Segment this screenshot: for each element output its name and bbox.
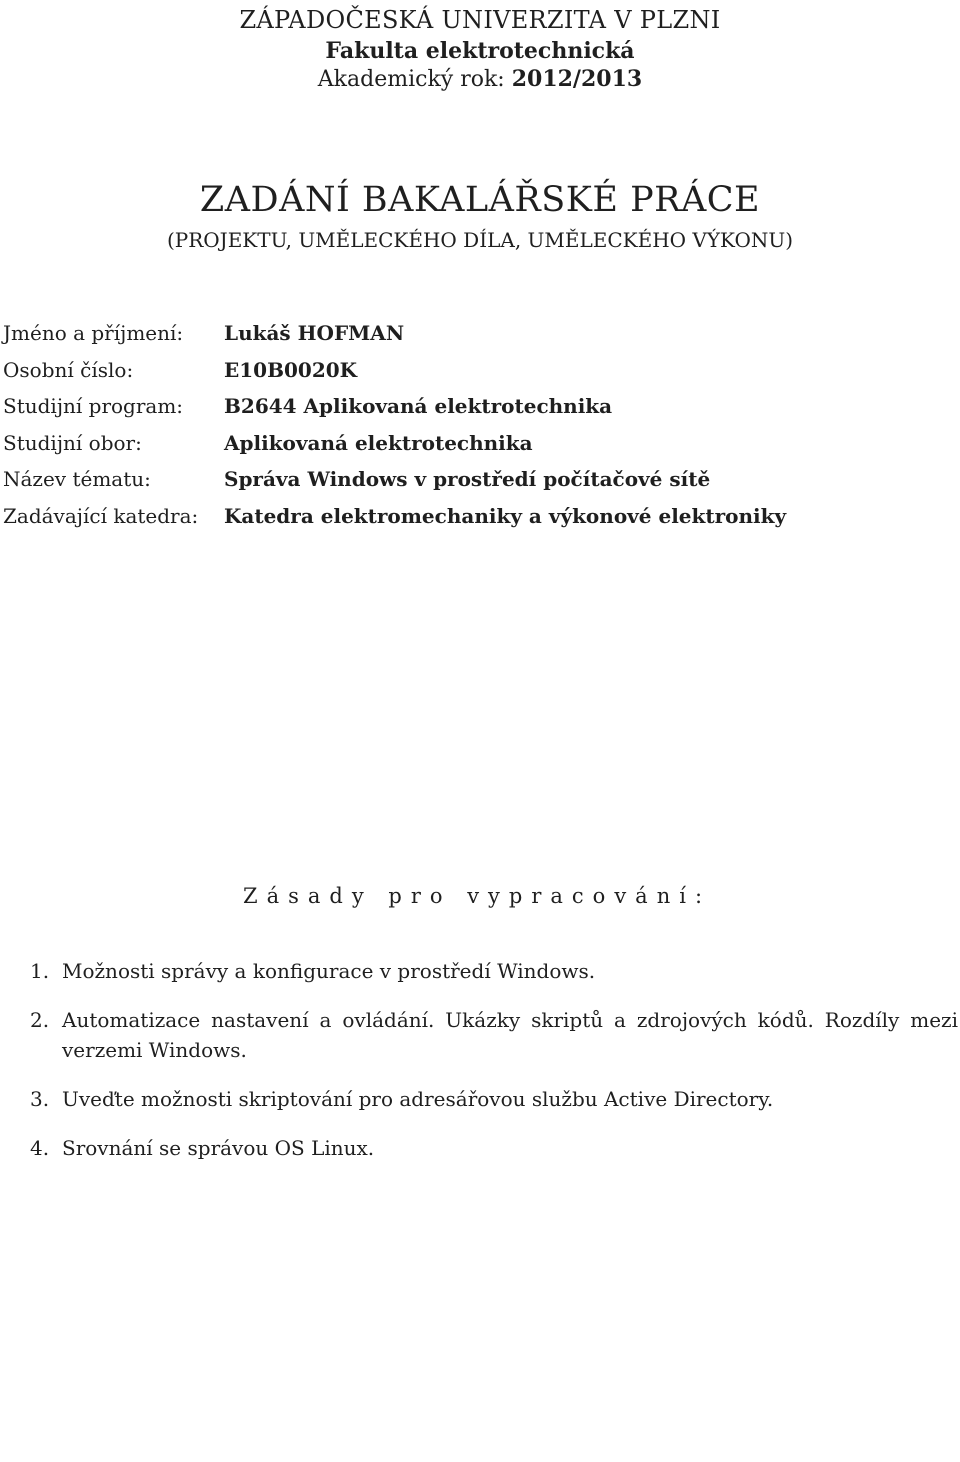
info-value: Správa Windows v prostředí počítačové sítě xyxy=(224,467,711,491)
academic-year-value: 2012/2013 xyxy=(511,66,643,92)
info-value: Aplikovaná elektrotechnika xyxy=(224,430,533,455)
info-value: B2644 Aplikovaná elektrotechnika xyxy=(224,394,613,418)
document-subtitle: (PROJEKTU, UMĚLECKÉHO DÍLA, UMĚLECKÉHO VÝKONU) xyxy=(166,228,794,252)
list-item-text: Automatizace nastavení a ovládání. Ukázky skriptů a zdrojových kódů. Rozdíly mezi verzemi Windows. xyxy=(62,1008,958,1062)
list-item-text: Možnosti správy a konfigurace v prostředí Windows. xyxy=(62,959,596,983)
info-label: Studijní program: xyxy=(3,394,184,418)
info-label: Název tématu: xyxy=(3,467,151,491)
list-item xyxy=(30,956,958,986)
info-value: E10B0020K xyxy=(224,357,358,382)
list-item-number: 4. xyxy=(30,1136,50,1160)
guidelines-list xyxy=(30,956,958,1182)
academic-year-label: Akademický rok: xyxy=(317,67,505,92)
academic-year xyxy=(0,66,960,92)
document-title: ZADÁNÍ BAKALÁŘSKÉ PRÁCE xyxy=(199,180,761,220)
info-label: Studijní obor: xyxy=(3,430,142,455)
list-item xyxy=(30,1005,958,1065)
list-item xyxy=(30,1133,958,1163)
list-item-text: Uveďte možnosti skriptování pro adresářovou službu Active Directory. xyxy=(62,1087,774,1111)
info-label: Zadávající katedra: xyxy=(3,503,199,528)
info-label: Jméno a příjmení: xyxy=(3,321,184,345)
list-item-number: 3. xyxy=(30,1087,50,1111)
list-item-number: 2. xyxy=(30,1008,50,1032)
university-name: ZÁPADOČESKÁ UNIVERZITA V PLZNI xyxy=(239,6,721,34)
info-value: Lukáš HOFMAN xyxy=(224,321,405,345)
info-label: Osobní číslo: xyxy=(3,357,134,382)
faculty-name: Fakulta elektrotechnická xyxy=(325,38,635,64)
info-value: Katedra elektromechaniky a výkonové elektroniky xyxy=(224,503,787,528)
guidelines-heading: Zásady pro vypracování: xyxy=(243,884,712,908)
list-item xyxy=(30,1084,958,1114)
list-item-text: Srovnání se správou OS Linux. xyxy=(62,1136,375,1160)
list-item-number: 1. xyxy=(30,959,50,983)
